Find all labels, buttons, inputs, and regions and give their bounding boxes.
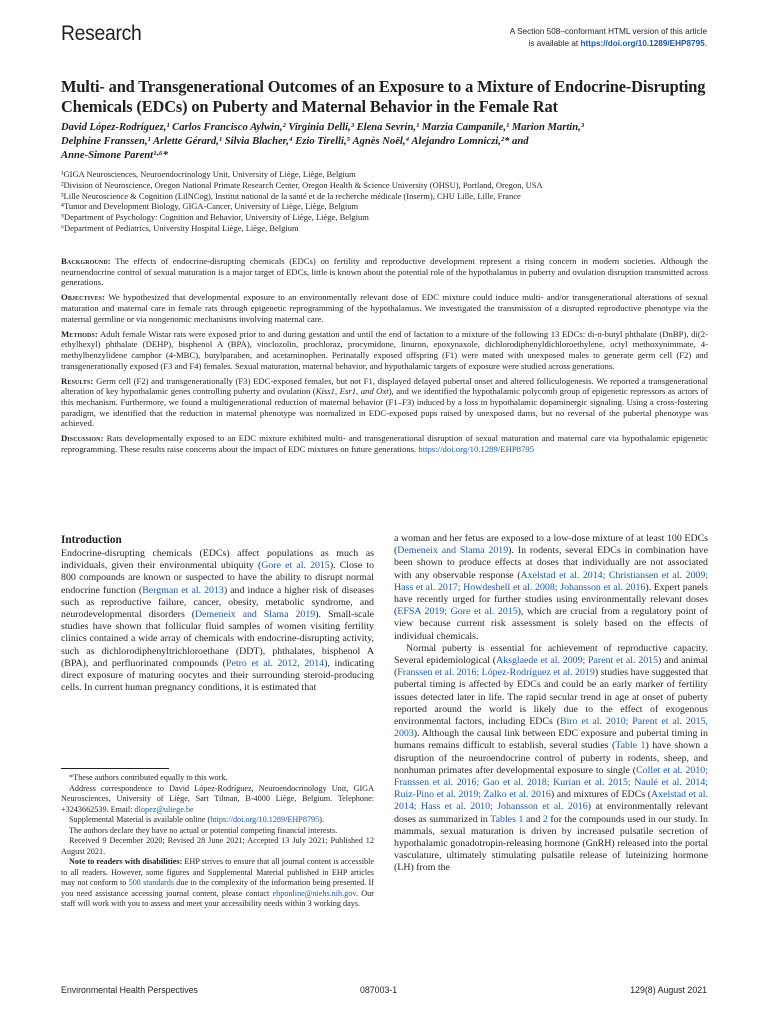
abstract-background [61, 256, 708, 288]
authors-line-2: Delphine Franssen,¹ Arlette Gérard,¹ Silvia Blacher,⁴ Ezio Tirelli,⁵ Agnès Noël,⁴ Alejandro Lomniczi,²* and [61, 136, 529, 147]
citation-link[interactable]: Demeneix and Slama 2019 [195, 609, 316, 621]
objectives-label: Objectives: [61, 292, 106, 303]
gene-names: Kiss1, Esr1, and Oxt [315, 386, 389, 397]
results-text-b: ), and we identified the hypothalamic polycomb group of epigenetic repressors as actors of this mechanism. Furthermore, we found a multigenerational reduction of maternal behavior (F1–F3) induced by a loss in hypothalamic dopaminergic signaling. Using a cross-fostering paradigm, we identified that the reduction in maternal phenotype was normalized in EDC-exposed pups raised by unexposed dams, but no reversal of the pubertal phenotype was achieved. [61, 386, 709, 429]
footnote-dates: Received 9 December 2020; Revised 28 June 2021; Accepted 13 July 2021; Published 12 August 2021. [61, 836, 374, 856]
citation-link[interactable]: Demeneix and Slama 2019 [397, 545, 509, 557]
table-link[interactable]: Tables 1 [490, 813, 524, 825]
accessibility-text: . Our staff will work with you to assess and meet your accessibility needs within 3 working days. [61, 888, 374, 908]
affiliation-4: ⁴Tumor and Development Biology, GIGA-Cancer, University of Liège, Liège, Belgium [61, 201, 359, 212]
intro-text: ) have shown a disruption of the neuroendocrine control of puberty in rodents, sheep, and nonhuman primates after developmental exposure to single ( [394, 740, 708, 776]
footnote-correspondence [61, 784, 374, 816]
citation-link[interactable]: Petro et al. 2012, 2014 [225, 657, 325, 669]
intro-text: ) and induce a higher risk of diseases such as reproductive failure, cancer, obesity, metabolic syndrome, and neurodevelopmental disorders ( [61, 584, 374, 621]
footnote-supplemental [61, 815, 374, 826]
footer-journal: Environmental Health Perspectives [61, 985, 198, 995]
intro-text: Normal puberty is essential for achievement of reproductive capacity. Several epidemiological ( [394, 642, 708, 667]
doi-link[interactable]: https://doi.org/10.1289/EHP8795 [580, 39, 705, 48]
intro-text: ). Close to 800 compounds are known or suspected to have the ability to disrupt normal endocrine function ( [61, 560, 375, 596]
intro-paragraph-2 [394, 643, 708, 875]
abstract-methods [61, 329, 708, 371]
introduction-heading: Introduction [61, 534, 122, 546]
footer-issue: 129(8) August 2021 [630, 985, 707, 995]
supplemental-text: Supplemental Material is available online ( [69, 815, 211, 824]
article-title: Multi- and Transgenerational Outcomes of an Exposure to a Mixture of Endocrine-Disrupting Chemicals (EDCs) on Puberty and Maternal Behavior in the Female Rat [61, 77, 706, 116]
contact-email-link[interactable]: ehponline@niehs.nih.gov [272, 888, 356, 898]
affiliation-6: ⁶Department of Pediatrics, University Hospital Liège, Liège, Belgium [61, 222, 299, 233]
footnote-equal-contribution: *These authors contributed equally to this work. [69, 773, 228, 782]
left-column [61, 533, 374, 694]
results-text-a: Germ cell (F2) and transgenerationally (F3) EDC-exposed females, but not F1, displayed delayed pubertal onset and altered folliculogenesis. We reported a transgenerational alteration of key hypothalamic genes controlling puberty and ovulation ( [61, 375, 709, 397]
abstract-doi-link[interactable]: https://doi.org/10.1289/EHP8795 [418, 443, 535, 454]
intro-text: ) and mixtures of EDCs ( [550, 789, 651, 801]
intro-text: ). Expert panels have recently urged for further studies using environmentally relevant doses ( [394, 581, 709, 618]
footer-article-id: 087003-1 [360, 985, 398, 995]
note-line-2: is available at [528, 39, 581, 48]
citation-link[interactable]: EFSA 2019; Gore et al. 2015 [397, 606, 518, 618]
citation-link[interactable]: Franssen et al. 2016; López-Rodríguez et al. 2019 [397, 667, 595, 679]
table-link[interactable]: 2 [542, 813, 548, 825]
note-suffix: . [704, 39, 707, 48]
authors-line-3: Anne-Simone Parent¹·⁶* [61, 150, 168, 161]
citation-link[interactable]: Axelstad et al. 2014; Christiansen et al. 2009; Hass et al. 2017; Howdeshell et al. 2008; Johansson et al. 2016 [394, 569, 709, 593]
abstract-objectives [61, 292, 708, 324]
intro-text: a woman and her fetus are exposed to a low-dose mixture of at least 100 EDCs ( [394, 533, 708, 557]
supplemental-link[interactable]: https://doi.org/10.1289/EHP8795 [210, 815, 320, 824]
standards-link[interactable]: 508 standards [128, 878, 175, 887]
footnote-rule [61, 768, 169, 769]
objectives-text: We hypothesized that developmental exposure to an environmentally relevant dose of EDC mixture could induce multi- and/or transgenerational alterations of sexual maturation and maternal care in female rats through epigenetic reprogramming of the hypothalamus. We investigated the transmission of a disrupted reproductive phenotype via the maternal germline or via nongenomic mechanisms involving maternal care. [61, 292, 709, 324]
citation-link[interactable]: Collet et al. 2010; Franssen et al. 2016; Gao et al. 2018; Kurian et al. 2015; Naulé et al. 2014; Ruiz-Pino et al. 2019; Zalko et al. 2016 [394, 764, 708, 801]
footnotes [61, 768, 374, 910]
html-version-note [407, 26, 707, 50]
intro-text: ) studies have suggested that pubertal timing is affected by EDCs and could be an early marker of fertility issues detected later in life. The rapid secular trend in age at onset of puberty reported around the world is likely due to the effect of exogenous environmental factors, including EDCs ( [394, 667, 708, 728]
intro-text: for the compounds used in our study. In mammals, sexual maturation is driven by increased pulsatile secretion of hypothalamic gonadotropin-releasing hormone (GnRH) released into the portal vasculature, ultimately stimulating pulsatile release of luteinizing hormone (LH) from the [394, 813, 708, 874]
intro-text: ) at environmentally relevant doses as summarized in [394, 801, 709, 825]
affiliation-3: ³Lille Neuroscience & Cognition (LilNCog), Institut national de la santé et de la recherche médicale (Inserm), CHU Lille, Lille, France [61, 190, 521, 201]
abstract-results [61, 376, 708, 429]
section-label: Research [61, 22, 142, 45]
citation-link[interactable]: Gore et al. 2015 [261, 560, 330, 572]
abstract-discussion [61, 433, 708, 454]
accessibility-text: due to the complexity of the information being presented. If you need assistance accessing journal content, please contact [61, 878, 374, 898]
email-link[interactable]: dlopez@uliege.be [134, 804, 194, 814]
affiliation-5: ⁵Department of Psychology: Cognition and Behavior, University of Liège, Liège, Belgium [61, 212, 369, 223]
citation-link[interactable]: Bergman et al. 2013 [142, 584, 224, 596]
intro-text: ). Small-scale studies have shown that follicular fluid samples of women visiting fertility clinics contained a wide array of chemicals with endocrine-disrupting activity, such as dichlorodiphenyltrichloroethane (DDT), phthalates, bisphenol A (BPA), and perfluorinated compounds ( [61, 609, 375, 669]
authors-line-1: David López-Rodríguez,¹ Carlos Francisco Aylwin,² Virginia Delli,³ Elena Sevrin,¹ Marzia Campanile,¹ Marion Martin,³ [61, 122, 584, 133]
footnote-accessibility [61, 857, 374, 910]
intro-text: ), which are crucial from a regulatory point of view because current risk assessment is solely based on the effects of individual chemicals. [394, 606, 708, 642]
note-line-1: A Section 508–conformant HTML version of this article [509, 27, 707, 36]
discussion-text: Rats developmentally exposed to an EDC mixture exhibited multi- and transgenerational disruption of sexual maturation and maternal care via hypothalamic epigenetic reprogramming. These results raise concerns about the impact of EDC mixtures on future generations. [61, 433, 708, 454]
intro-text: Endocrine-disrupting chemicals (EDCs) affect populations as much as individuals, given their environmental ubiquity ( [61, 548, 374, 572]
affiliation-1: ¹GIGA Neurosciences, Neuroendocrinology Unit, University of Liège, Liège, Belgium [61, 169, 356, 179]
affiliation-2: ²Division of Neuroscience, Oregon National Primate Research Center, Oregon Health & Science University (OHSU), Portland, Oregon, USA [61, 179, 543, 190]
methods-text: Adult female Wistar rats were exposed prior to and during gestation and until the end of lactation to a mixture of the following 13 EDCs: di-n-butyl phthalate (DnBP), di(2-ethylhexyl) phthalate (DEHP), bisphenol A (BPA), vinclozolin, prochloraz, procymidone, linuron, epoxynaxole, dichlorodiphenyldichloroethylene, octyl methoxynimmate, 4-methylbenzylidene camphor (4-MBC), butylparaben, and acetaminophen. Perinatally exposed offspring (F1) were mated with unexposed males to generate germ cell (F2) and transgenerationally exposed (F3 and F4) females. Sexual maturation, maternal behavior, and hypothalamic targets of exposure were studied across generations. [61, 328, 708, 371]
abstract [61, 256, 708, 459]
background-text: The effects of endocrine-disrupting chemicals (EDCs) on fertility and reproductive development represent a rising concern in modern societies. Although the neuroendocrine control of sexual maturation is a major target of EDCs, little is known about the potential role of the hypothalamus in puberty and ovulation disruption transmitted across generations. [61, 256, 709, 288]
accessibility-label: Note to readers with disabilities: [69, 857, 183, 866]
intro-text: ). In rodents, several EDCs in combination have been shown to produce effects at doses that individually are not associated with any observable response ( [394, 545, 708, 581]
supplemental-text-end: ). [319, 815, 325, 824]
background-label: Background: [61, 256, 111, 266]
citation-link[interactable]: Axelstad et al. 2014; Hass et al. 2010; Johansson et al. 2016 [394, 789, 708, 813]
intro-paragraph-1 [61, 548, 374, 694]
correspondence-text: Address correspondence to David López-Rodríguez, Neuroendocrinology Unit, GIGA Neurosciences, University of Liège, Sart Tilman, B-4000 Liège, Belgium. Telephone: +3243662539. Email: [61, 783, 374, 814]
intro-text: ) and animal ( [394, 655, 708, 679]
methods-label: Methods: [61, 328, 98, 339]
citation-link[interactable]: Aksglaede et al. 2009; Parent et al. 2015 [496, 655, 659, 667]
author-list [61, 121, 701, 163]
intro-paragraph-1-cont [394, 533, 708, 643]
citation-link[interactable]: Biro et al. 2010; Parent et al. 2015, 2003 [394, 716, 708, 740]
right-column [394, 533, 708, 875]
intro-text: and [523, 813, 543, 825]
intro-text: ). Although the causal link between EDC exposure and pubertal timing in humans remains difficult to establish, several studies ( [394, 728, 708, 752]
results-label: Results: [61, 375, 94, 386]
discussion-label: Discussion: [61, 433, 104, 444]
table-link[interactable]: Table 1 [615, 740, 646, 752]
intro-text: ), indicating direct exposure of maturing oocytes and their surrounding steroid-producing cells. In current human pregnancy conditions, it is estimated that [61, 657, 375, 694]
footnote-competing-interests: The authors declare they have no actual or potential competing financial interests. [69, 825, 338, 835]
accessibility-text: EHP strives to ensure that all journal content is accessible to all readers. However, some figures and Supplemental Material published in EHP articles may not conform to [61, 857, 374, 887]
affiliation-list [61, 169, 721, 234]
